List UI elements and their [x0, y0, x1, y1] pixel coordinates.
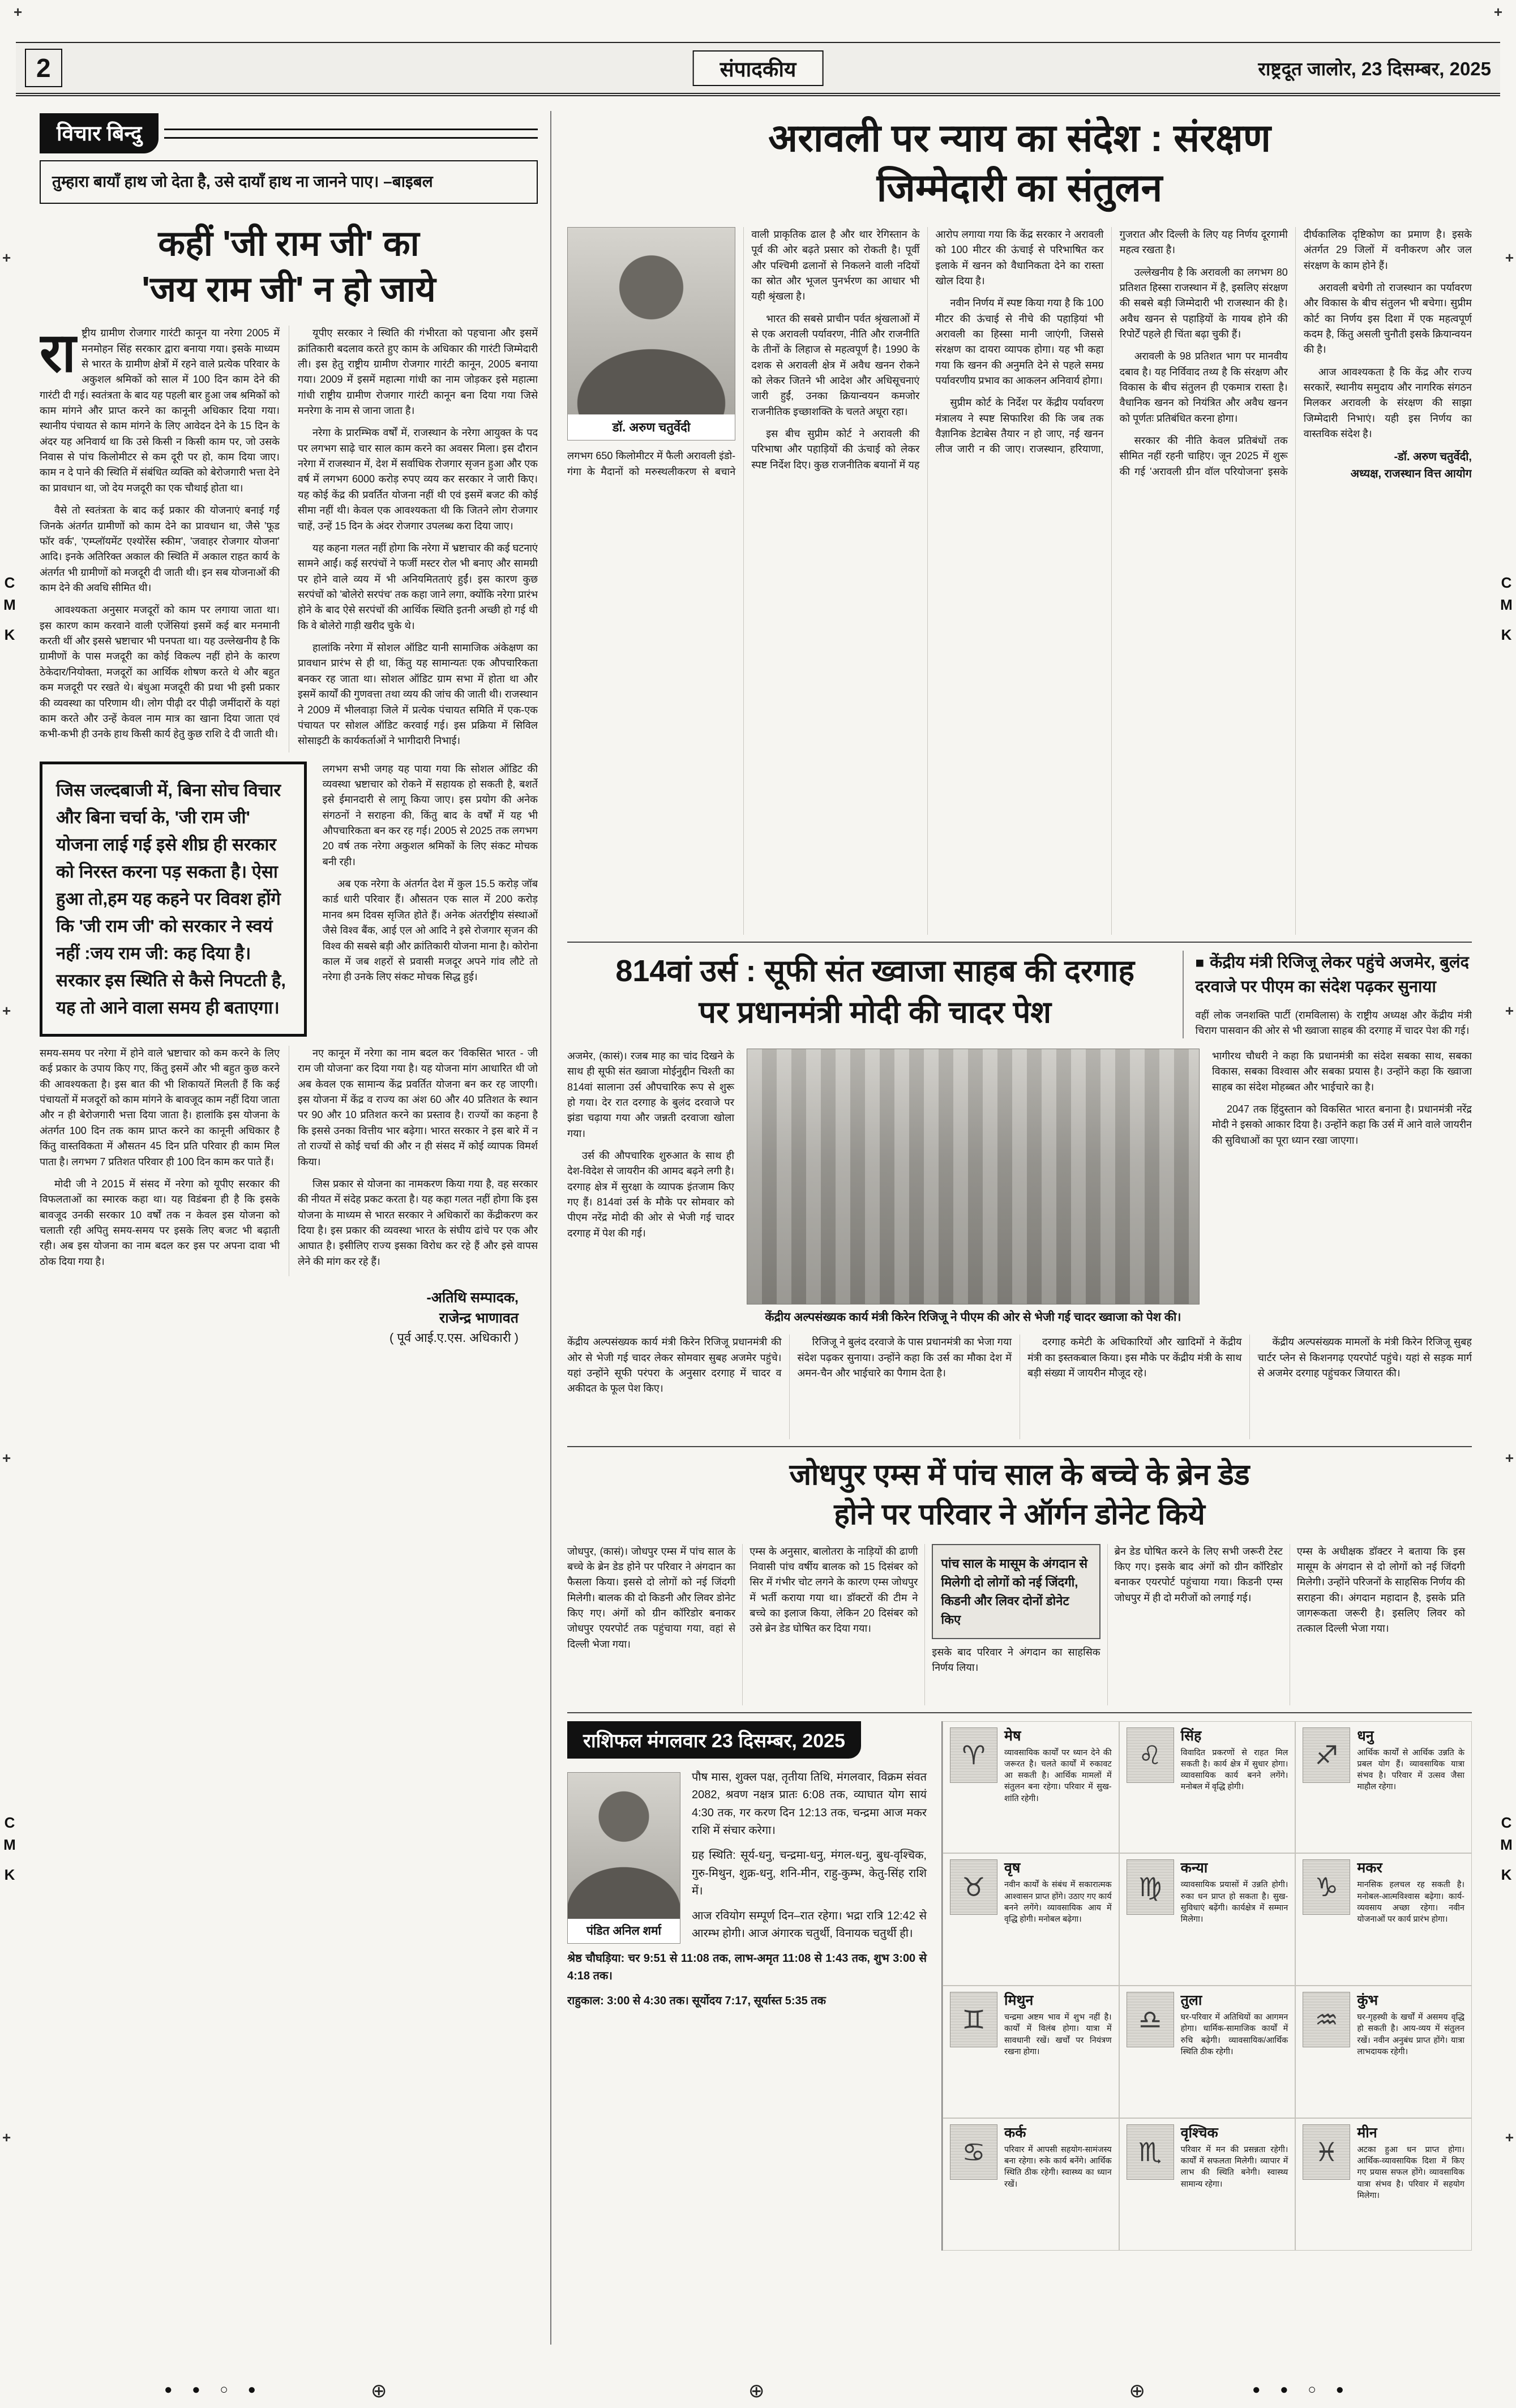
- paragraph: केंद्रीय अल्पसंख्यक कार्य मंत्री किरेन रिजिजू प्रधानमंत्री की ओर से भेजी गई चादर लेकर सोमवार सुबह अजमेर पहुंचे। यहां उन्होंने सूफी परंपरा के अनुसार दरगाह में चादर व अकीदत के फूल पेश किए।: [567, 1336, 782, 1395]
- editorial-headline-line2: जिम्मेदारी का संतुलन: [876, 166, 1163, 210]
- aiims-column-2: [742, 1544, 924, 1705]
- urs-left-column: [567, 1049, 734, 1325]
- editorial-headline: [567, 113, 1472, 213]
- paragraph: अरावली बचेगी तो राजस्थान का पर्यावरण और विकास के बीच संतुलन भी बचेगा। सुप्रीम कोर्ट का निर्णय इस दिशा में एक महत्वपूर्ण कदम है, किंतु असली चुनौती इसके क्रियान्वयन की है।: [1303, 281, 1472, 356]
- cmk-m: M: [3, 596, 16, 613]
- cancer-icon: ♋: [950, 2124, 997, 2180]
- pandit-photo: [567, 1772, 680, 1944]
- opinion-body-part2: [40, 1046, 538, 1276]
- zodiac-cell-cancer: [943, 2118, 1119, 2251]
- paragraph: लगभग सभी जगह यह पाया गया कि सोशल ऑडिट की व्यवस्था भ्रष्टाचार को रोकने में सहायक हो सकती है, बशर्ते इसे ईमानदारी से लागू किया जाए। इस प्रयोग की अनेक संगठनों ने सराहना की, किंतु बाद के वर्षों में यह भी औपचारिकता बन कर रह गई। 2005 से 2025 तक लगभग 20 वर्ष तक नरेगा अकुशल श्रमिकों के लिए संकट मोचक बनी रही।: [322, 763, 538, 867]
- cmk-k: K: [4, 1866, 15, 1883]
- pull-quote-row: [40, 762, 538, 1037]
- chadar-ceremony-photo-image: [747, 1049, 1200, 1304]
- registration-plus-icon: +: [2, 1449, 11, 1466]
- chaughadiya-text: श्रेष्ठ चौघड़िया: चर 9:51 से 11:08 तक, लाभ-अमृत 11:08 से 1:43 तक, शुभ 3:00 से 4:18 तक।: [567, 1952, 927, 1983]
- opinion-headline-line2: 'जय राम जी' न हो जाये: [142, 270, 436, 310]
- horoscope-header: राशिफल मंगलवार 23 दिसम्बर, 2025: [567, 1721, 861, 1759]
- drop-cap: रा: [40, 323, 76, 384]
- urs-bottom-columns: [567, 1335, 1472, 1439]
- grah-sthiti-text: ग्रह स्थिति: सूर्य-धनु, चन्द्रमा-धनु, मंगल-धनु, बुध-वृश्चिक, गुरु-मिथुन, शुक्र-धनु, शनि-मीन, राहु-कुम्भ, केतु-सिंह राशि में।: [692, 1849, 927, 1898]
- registration-plus-icon: +: [2, 249, 11, 266]
- zodiac-cell-sagittarius: [1295, 1721, 1472, 1854]
- paragraph: एम्स के अधीक्षक डॉक्टर ने बताया कि इस मासूम के अंगदान से दो लोगों को नई जिंदगी मिलेगी। उन्होंने परिजनों के साहसिक निर्णय की सराहना की। अंगदान महादान है, इसके प्रति जागरूकता जरूरी है। इसलिए लिवर को तत्काल दिल्ली भेजा गया।: [1296, 1545, 1466, 1635]
- registration-plus-icon: +: [1505, 1002, 1514, 1019]
- rahukal-text: राहुकाल: 3:00 से 4:30 तक। सूर्योदय 7:17, सूर्यास्त 5:35 तक: [567, 1995, 826, 2008]
- registration-plus-icon: +: [1505, 249, 1514, 266]
- zodiac-name: कुंभ: [1357, 1992, 1378, 2009]
- paragraph: मोदी जी ने 2015 में संसद में नरेगा को यूपीए सरकार की विफलताओं का स्मारक कहा था। यह विडंबना ही है कि इसके बावजूद उनकी सरकार 10 वर्षों तक न केवल इस योजना को चलाती रही अपितु समय-समय पर इसके लिए बजट भी बढ़ाती रही। अब इस योजना का नाम बदल कर इस पर अपना दावा भी ठोक दिया गया है।: [40, 1178, 280, 1267]
- aiims-headline-line1: जोधपुर एम्स में पांच साल के बच्चे के ब्रेन डेड: [789, 1459, 1250, 1492]
- horoscope-section: [567, 1712, 1472, 2251]
- registration-plus-icon: +: [1505, 1449, 1514, 1466]
- editorial-headline-line1: अरावली पर न्याय का संदेश : संरक्षण: [768, 117, 1271, 160]
- opinion-headline-line1: कहीं 'जी राम जी' का: [158, 224, 419, 263]
- registration-target-icon: ⊕: [748, 2380, 765, 2402]
- author-photo-caption: डॉ. अरुण चतुर्वेदी: [612, 420, 691, 434]
- pandit-portrait-image: [568, 1773, 680, 1919]
- page-header: [16, 42, 1500, 96]
- zodiac-cell-gemini: [943, 1986, 1119, 2118]
- registration-target-icon: ⊕: [1129, 2380, 1145, 2402]
- print-cmk-mark: [1498, 1812, 1515, 1886]
- paragraph: इस बीच सुप्रीम कोर्ट ने अरावली की परिभाषा और पहाड़ियों की ऊंचाई को लेकर स्पष्ट निर्देश दिए। कुछ राजनीतिक बयानों में यह आरोप लगाया गया कि केंद्र सरकार ने अरावली को 100 मीटर की ऊंचाई से परिभाषित कर इलाके में खनन को वैधानिकता देने का रास्ता खोल दिया है।: [751, 228, 1104, 471]
- main-column: [567, 113, 1472, 2350]
- zodiac-prediction: घर-परिवार में अतिथियों का आगमन होगा। धार्मिक-सामाजिक कार्यों में रुचि बढ़ेगी। व्यावसायिक/आर्थिक स्थिति ठीक रहेगी।: [1180, 2013, 1288, 2056]
- author-photo: [567, 227, 735, 440]
- zodiac-prediction: आर्थिक कार्यों से आर्थिक उन्नति के प्रबल योग हैं। व्यावसायिक यात्रा संभव है। परिवार में उत्सव जैसा माहौल रहेगा।: [1357, 1748, 1464, 1792]
- section-title: संपादकीय: [693, 50, 824, 86]
- signature-role: अध्यक्ष, राजस्थान वित्त आयोग: [1350, 468, 1472, 481]
- leo-icon: ♌: [1127, 1727, 1174, 1783]
- paragraph: नवीन निर्णय में स्पष्ट किया गया है कि 100 मीटर की ऊंचाई से नीचे की पहाड़ियां भी अरावली का हिस्सा मानी जाएंगी, जिससे संरक्षण का दायरा व्यापक होगा। यह भी कहा गया कि खनन की अनुमति देने से पहले समग्र पर्यावरणीय प्रभाव का आकलन अनिवार्य होगा।: [935, 297, 1104, 387]
- opinion-body-beside-quote: [323, 762, 538, 1037]
- print-color-dots: ● ● ○ ●: [164, 2382, 264, 2397]
- paragraph: केंद्रीय अल्पसंख्यक मामलों के मंत्री किरेन रिजिजू सुबह चार्टर प्लेन से किशनगढ़ एयरपोर्ट पहुंचे। यहां से सड़क मार्ग से अजमेर दरगाह पहुंचकर जियारत की।: [1257, 1336, 1472, 1379]
- yoga-note-text: आज रवियोग सम्पूर्ण दिन–रात रहेगा। भद्रा रात्रि 12:42 से आरम्भ होगी। आज अंगारक चतुर्थी, विनायक चतुर्थी ही।: [692, 1909, 927, 1940]
- urs-top-row: [567, 951, 1472, 1038]
- paragraph: उर्स की औपचारिक शुरुआत के साथ ही देश-विदेश से जायरीन की आमद बढ़ने लगी है। दरगाह क्षेत्र में सुरक्षा के व्यापक इंतजाम किए गए हैं। 814वां उर्स के मौके पर सोमवार को पीएम नरेंद्र मोदी की ओर से भेजी गई चादर दरगाह में पेश की गई।: [567, 1149, 734, 1239]
- opinion-column: [40, 113, 538, 2350]
- aries-icon: ♈: [950, 1727, 997, 1783]
- zodiac-grid: [941, 1721, 1472, 2251]
- print-cmk-mark: [1, 572, 18, 646]
- paragraph: राष्ट्रीय ग्रामीण रोजगार गारंटी कानून या नरेगा 2005 में मनमोहन सिंह सरकार द्वारा बनाया गया। इसके माध्यम से भारत के ग्रामीण क्षेत्रों में रहने वाले प्रत्येक परिवार के अकुशल श्रमिकों को साल में 100 दिन काम देने की गारंटी दी गई। स्वतंत्रता के बाद यह पहली बार हुआ जब श्रमिकों को काम मांगने और प्राप्त करने का कानूनी अधिकार दिया गया। स्थानीय पंचायत से काम मांगने के लिए आवेदन देने के 15 दिन के अंदर यह अनिवार्य था कि उसे किसी न किसी काम पर, जो उसके निवास से पांच किलोमीटर से कम दूरी पर हो, काम दिया जाए। काम न दे पाने की स्थिति में संबंधित व्यक्ति को बेरोजगारी भत्ता देने का प्रावधान था, जो देय मजदूरी का एक चौथाई होता था।: [40, 323, 280, 494]
- masthead-dateline: राष्ट्रदूत जालोर, 23 दिसम्बर, 2025: [1258, 58, 1491, 79]
- aiims-column-3: [924, 1544, 1107, 1705]
- zodiac-name: मेष: [1004, 1727, 1021, 1744]
- cmk-c: C: [4, 574, 15, 591]
- paragraph: ब्रेन डेड घोषित करने के लिए सभी जरूरी टेस्ट किए गए। इसके बाद अंगों को ग्रीन कॉरिडोर बनाकर एयरपोर्ट पहुंचाया गया। किडनी एम्स जोधपुर में ही दो मरीजों को लगाई गई।: [1114, 1545, 1283, 1603]
- cmk-k: K: [1501, 626, 1512, 643]
- zodiac-name: वृष: [1004, 1860, 1021, 1876]
- paragraph: यूपीए सरकार ने स्थिति की गंभीरता को पहचाना और इसमें क्रांतिकारी बदलाव करते हुए काम के अधिकार की गारंटी जिम्मेदारी ली। इस हेतु राष्ट्रीय ग्रामीण रोजगार गारंटी कानून, 2005 बनाया गया। 2009 में इसमें महात्मा गांधी का नाम जोड़कर इसे महात्मा गांधी राष्ट्रीय ग्रामीण रोजगार गारंटी कानून बना दिया गया जिसे मनरेगा के नाम से जाना जाता है।: [298, 327, 538, 417]
- zodiac-cell-aquarius: [1295, 1986, 1472, 2118]
- zodiac-prediction: नवीन कार्यों के संबंध में सकारात्मक आश्वासन प्राप्त होंगे। उठाए गए कार्य बनने लगेंगे। व्यावसायिक आय में वृद्धि होगी। मनोबल बढ़ेगा।: [1004, 1880, 1112, 1924]
- urs-headline-line2: पर प्रधानमंत्री मोदी की चादर पेश: [699, 995, 1051, 1029]
- aiims-column-5: [1290, 1544, 1472, 1705]
- zodiac-name: धनु: [1357, 1727, 1374, 1744]
- zodiac-name: मिथुन: [1004, 1992, 1034, 2009]
- zodiac-prediction: अटका हुआ धन प्राप्त होगा। आर्थिक-व्यावसायिक दिशा में किए गए प्रयास सफल होंगे। व्यावसायिक यात्रा संभव है। परिवार में सहयोग मिलेगा।: [1357, 2145, 1464, 2200]
- paragraph: वैसे तो स्वतंत्रता के बाद कई प्रकार की योजनाएं बनाई गईं जिनके अंतर्गत ग्रामीणों को काम देने का प्रावधान था, जैसे 'फूड फॉर वर्क', 'एम्प्लॉयमेंट एश्योरेंस स्कीम', 'जवाहर रोजगार योजना' आदि। इनके अतिरिक्त अकाल की स्थिति में अकाल राहत कार्य के अंतर्गत भी ग्रामीणों को मजदूरी दी जाती थी। इन सब योजनाओं की काम देने की अवधि सीमित थी।: [40, 504, 280, 593]
- panchang-text: पौष मास, शुक्ल पक्ष, तृतीया तिथि, मंगलवार, विक्रम संवत 2082, श्रवण नक्षत्र प्रातः 6:08 तक, व्याघात योग सायं 4:30 तक, गर करण दिन 12:13 तक, चन्द्रमा आज मकर राशि में संचार करेगा।: [692, 1770, 927, 1837]
- signature-name: राजेन्द्र भाणावत: [439, 1310, 519, 1327]
- paragraph: लगभग 650 किलोमीटर में फैली अरावली इंडो-गंगा के मैदानों को मरुस्थलीकरण से बचाने वाली प्राकृतिक ढाल है और थार रेगिस्तान के पूर्व की ओर बढ़ते प्रसार को रोकती है। पूर्वी और पश्चिमी ढलानों से निकलने वाली नदियों का स्रोत और भूजल पुनर्भरण का आधार भी यही श्रृंखला है।: [567, 228, 920, 477]
- urs-section: [567, 942, 1472, 1439]
- paragraph: भागीरथ चौधरी ने कहा कि प्रधानमंत्री का संदेश सबका साथ, सबका विकास, सबका विश्वास और सबका प्रयास है। उन्होंने कहा कि ख्वाजा साहब का संदेश मोहब्बत और भाईचारे का है।: [1212, 1050, 1472, 1093]
- opinion-signature: [40, 1288, 538, 1346]
- print-color-dots: ● ● ○ ●: [1252, 2382, 1352, 2397]
- paragraph: हालांकि नरेगा में सोशल ऑडिट यानी सामाजिक अंकेक्षण का प्रावधान प्रारंभ से ही था, किंतु यह सामान्यतः एक औपचारिकता बनकर रह जाता था। सोशल ऑडिट ग्राम सभा में होता था और इसमें कार्यों की गुणवत्ता तथा व्यय की जांच की जाती थी। राजस्थान ने 2009 में भीलवाड़ा जिले में प्रत्येक पंचायत समिति में एक-एक पंचायत पर सोशल ऑडिट करवाई गई। इस प्रक्रिया में सिविल सोसाइटी के कार्यकर्ताओं ने भागीदारी निभाई।: [298, 642, 538, 747]
- zodiac-name: वृश्चिक: [1180, 2124, 1218, 2141]
- zodiac-cell-taurus: [943, 1853, 1119, 1986]
- zodiac-cell-capricorn: [1295, 1853, 1472, 1986]
- print-cmk-mark: [1, 1812, 18, 1886]
- paragraph: दरगाह कमेटी के अधिकारियों और खादिमों ने केंद्रीय मंत्री का इस्तकबाल किया। इस मौके पर केंद्रीय मंत्री के साथ बड़ी संख्या में जायरीन मौजूद रहे।: [1027, 1336, 1242, 1379]
- urs-headline: [567, 951, 1183, 1038]
- zodiac-cell-pisces: [1295, 2118, 1472, 2251]
- paragraph: जिस प्रकार से योजना का नामकरण किया गया है, वह सरकार की नीयत में संदेह प्रकट करता है। यह कहा गलत नहीं होगा कि इस योजना के माध्यम से भारत सरकार ने अधिकारों का केंद्रीकरण कर दिया है। इस प्रकार की व्यवस्था भारत के संघीय ढांचे पर एक और आघात है। इसीलिए राज्य इसका विरोध कर रहे हैं और इसे वापस लेने की मांग कर रहे हैं।: [298, 1178, 538, 1267]
- urs-news-photo: [747, 1049, 1200, 1325]
- aquarius-icon: ♒: [1303, 1992, 1350, 2047]
- pull-quote-box: जिस जल्दबाजी में, बिना सोच विचार और बिना चर्चा के, 'जी राम जी' योजना लाई गई इसे शीघ्र ही सरकार को निरस्त करना पड़ सकता है। ऐसा हुआ तो,हम यह कहने पर विवश होंगे कि 'जी राम जी' को सरकार ने स्वयं नहीं :जय राम जी: कह दिया है। सरकार इस स्थिति से कैसे निपटती है, यह तो आने वाला समय ही बताएगा।: [40, 762, 307, 1037]
- cmk-m: M: [1500, 1836, 1513, 1853]
- paragraph: अरावली के 98 प्रतिशत भाग पर मानवीय दबाव है। यह निर्विवाद तथ्य है कि संरक्षण और विकास के बीच संतुलन ही एकमात्र रास्ता है। वैधानिक खनन को नियंत्रित और अवैध खनन को पूर्णतः प्रतिबंधित करना होगा।: [1119, 350, 1288, 424]
- zodiac-prediction: चन्द्रमा अष्टम भाव में शुभ नहीं है। कार्यों में विलंब होगा। यात्रा में सावधानी रखें। खर्चों पर नियंत्रण रखना होगा।: [1004, 2013, 1112, 2056]
- author-portrait-image: [568, 228, 735, 414]
- aiims-column-4: [1107, 1544, 1290, 1705]
- sagittarius-icon: ♐: [1303, 1727, 1350, 1783]
- zodiac-name: मीन: [1357, 2124, 1377, 2141]
- virgo-icon: ♍: [1127, 1859, 1174, 1915]
- cmk-m: M: [3, 1836, 16, 1853]
- zodiac-cell-virgo: [1119, 1853, 1296, 1986]
- zodiac-cell-scorpio: [1119, 2118, 1296, 2251]
- zodiac-prediction: परिवार में आपसी सहयोग-सामंजस्य बना रहेगा। रुके कार्य बनेंगे। आर्थिक स्थिति ठीक रहेगी। स्वास्थ्य का ध्यान रखें।: [1004, 2145, 1112, 2189]
- paragraph: उल्लेखनीय है कि अरावली का लगभग 80 प्रतिशत हिस्सा राजस्थान में है, इसलिए संरक्षण की सबसे बड़ी जिम्मेदारी भी राजस्थान की है। अवैध खनन से पहाड़ियों के गायब होने की रिपोर्टें पहले ही चिंता बढ़ा चुकी हैं।: [1119, 266, 1288, 340]
- zodiac-prediction: मानसिक हलचल रह सकती है। मनोबल-आत्मविश्वास बढ़ेगा। कार्य-व्यवसाय अच्छा रहेगा। नवीन योजनाओं पर कार्य प्रारंभ होगा।: [1357, 1880, 1464, 1924]
- paragraph: आवश्यकता अनुसार मजदूरों को काम पर लगाया जाता था। इस कारण काम करवाने वाली एजेंसियां इसमें कई बार मनमानी करती थीं और इससे भ्रष्टाचार भी पनपता था। यह उल्लेखनीय है कि ग्रामीणों के पास मजदूरी का कोई विकल्प नहीं होने के कारण ठेकेदार/नियोक्ता, मजदूरों का आर्थिक शोषण करते थे और बहुत कम मजदूरी पर रखते थे। बंधुआ मजदूरी की प्रथा भी इसी प्रकार की व्यवस्था का परिणाम थी। लोग पीढ़ी दर पीढ़ी जमींदारों के यहां काम करते और उन्हें केवल नाम मात्र का खाना दिया जाता एवं कभी-कभी ही उनके हाथ किसी कार्य हेतु कुछ राशि दे दी जाती थी।: [40, 604, 280, 740]
- paragraph: जोधपुर, (कासं)। जोधपुर एम्स में पांच साल के बच्चे के ब्रेन डेड होने पर परिवार ने अंगदान का फैसला किया। इससे दो लोगों को नई जिंदगी मिलेगी। बालक की दो किडनी और लिवर डोनेट किए गए। अंगों को ग्रीन कॉरिडोर बनाकर जोधपुर एयरपोर्ट तक पहुंचाया गया, वहां से दिल्ली भेजा गया।: [567, 1545, 736, 1650]
- panchang-block: [567, 1769, 927, 2011]
- paragraph: समय-समय पर नरेगा में होने वाले भ्रष्टाचार को कम करने के लिए कई प्रकार के उपाय किए गए, किंतु इसमें और भी बहुत कुछ करने की आवश्यकता है। इस बात की भी शिकायतें मिलती हैं कि कई पंचायतों में मजदूरों को काम मांगने के बावजूद काम नहीं दिया जाता और न ही बेरोजगारी भत्ता दिया जाता है। हालांकि इस योजना के अंतर्गत 100 दिन तक काम प्राप्त करने का कानूनी अधिकार है किंतु वास्तविकता में औसतन 45 दिन प्रति परिवार ही काम मिल पाता है। लगभग 7 प्रतिशत परिवार ही 100 दिन काम कर पाते हैं।: [40, 1047, 280, 1167]
- registration-plus-icon: +: [2, 1002, 11, 1019]
- cmk-c: C: [4, 1814, 15, 1831]
- urs-right-column: [1212, 1049, 1472, 1325]
- print-cmk-mark: [1498, 572, 1515, 646]
- editorial-signature: [1304, 448, 1472, 482]
- zodiac-prediction: विवादित प्रकरणों से राहत मिल सकती है। कार्य क्षेत्र में सुधार होगा। व्यावसायिक कार्य बनने लगेंगे। मनोबल में वृद्धि होगी।: [1180, 1748, 1288, 1792]
- aiims-highlight-box: पांच साल के मासूम के अंगदान से मिलेगी दो लोगों को नई जिंदगी, किडनी और लिवर दोनों डोनेट किए: [932, 1544, 1100, 1639]
- column-divider: [550, 111, 551, 2345]
- aiims-section: [567, 1446, 1472, 1705]
- registration-plus-icon: +: [1505, 2129, 1514, 2146]
- quote-of-the-day: [40, 160, 538, 204]
- cmk-c: C: [1501, 574, 1512, 591]
- horoscope-left-pane: [567, 1721, 927, 2251]
- paragraph: नए कानून में नरेगा का नाम बदल कर 'विकसित भारत - जी राम जी योजना' कर दिया गया है। यह योजना मांग आधारित थी जो अब केवल एक सामान्य केंद्र प्रवर्तित योजना बन कर रह जाएगी। इस योजना में केंद्र व राज्य का अंश 60 और 40 प्रतिशत के स्थान पर 90 और 10 प्रतिशत करने का प्रस्ताव है। राज्यों का कहना है कि इससे उनका वित्तीय भार बढ़ेगा। भारत सरकार ने इस बारे में न तो राज्यों से कोई चर्चा की और न ही संसद में कोई व्यापक विमर्श किया।: [298, 1047, 538, 1167]
- paragraph: इसके बाद परिवार ने अंगदान का साहसिक निर्णय लिया।: [932, 1646, 1100, 1673]
- paragraph: यह कहना गलत नहीं होगा कि नरेगा में भ्रष्टाचार की कई घटनाएं सामने आईं। कई सरपंचों ने फर्जी मस्टर रोल भी बनाए और सामग्री पर होने वाले व्यय में भी अनियमितताएं हुईं। इस कारण कुछ सरपंचों को 'बोलेरो सरपंच' तक कहा जाने लगा, क्योंकि नरेगा प्रारंभ होने के बाद ऐसे सरपंचों की आर्थिक स्थिति इतनी अच्छी हो गई थी कि वे बोलेरो गाड़ी खरीद चुके थे।: [298, 542, 538, 631]
- quote-text: तुम्हारा बायाँ हाथ जो देता है, उसे दायाँ हाथ ना जानने पाए।: [52, 173, 379, 190]
- signature-role: -अतिथि सम्पादक,: [426, 1290, 519, 1306]
- zodiac-cell-aries: [943, 1721, 1119, 1854]
- urs-photo-caption: केंद्रीय अल्पसंख्यक कार्य मंत्री किरेन रिजिजू ने पीएम की ओर से भेजी गई चादर ख्वाजा को पेश की।: [765, 1310, 1181, 1324]
- zodiac-name: तुला: [1180, 1992, 1202, 2009]
- taurus-icon: ♉: [950, 1859, 997, 1915]
- cmk-k: K: [1501, 1866, 1512, 1883]
- signature-name: -डॉ. अरुण चतुर्वेदी,: [1394, 451, 1472, 464]
- paragraph: 2047 तक हिंदुस्तान को विकसित भारत बनाना है। प्रधानमंत्री नरेंद्र मोदी ने इसको आकार दिया है। उन्होंने कहा कि उर्स में आने वाले जायरीन की सुविधाओं का पूरा ध्यान रखा जाएगा।: [1212, 1103, 1472, 1146]
- quote-attribution: –बाइबल: [383, 173, 433, 190]
- urs-sidebar-more-text: वहीं लोक जनशक्ति पार्टी (रामविलास) के राष्ट्रीय अध्यक्ष और केंद्रीय मंत्री चिराग पासवान की ओर से भी ख्वाजा साहब की दरगाह में चादर पेश की गई।: [1195, 1009, 1472, 1036]
- registration-target-icon: ⊕: [371, 2380, 387, 2402]
- paragraph: रिजिजू ने बुलंद दरवाजे के पास प्रधानमंत्री का भेजा गया संदेश पढ़कर सुनाया। उन्होंने कहा कि उर्स का मौका देश में अमन-चैन और भाईचारे का पैगाम देता है।: [797, 1336, 1012, 1379]
- pisces-icon: ♓: [1303, 2124, 1350, 2180]
- zodiac-name: कर्क: [1004, 2124, 1026, 2141]
- aiims-headline: [567, 1455, 1472, 1534]
- square-bullet-icon: ■: [1195, 953, 1205, 971]
- paragraph: भारत की सबसे प्राचीन पर्वत श्रृंखलाओं में से एक अरावली पर्यावरण, नीति और राजनीति के तीनों के लिहाज से महत्वपूर्ण है। 1990 के दशक से अरावली क्षेत्र में अवैध खनन रोकने को लेकर जितने भी आदेश और अधिसूचनाएं जारी हुईं, उनका क्रियान्वयन कमजोर राजनीतिक इच्छाशक्ति के चलते अधूरा रहा।: [751, 313, 920, 417]
- scorpio-icon: ♏: [1127, 2124, 1174, 2180]
- zodiac-prediction: परिवार में मन की प्रसन्नता रहेगी। कार्यों में सफलता मिलेगी। व्यापार में लाभ की स्थिति बनेगी। स्वास्थ्य सामान्य रहेगा।: [1180, 2145, 1288, 2189]
- urs-middle-row: [567, 1049, 1472, 1325]
- zodiac-name: कन्या: [1180, 1860, 1208, 1876]
- urs-sidebar-text: केंद्रीय मंत्री रिजिजू लेकर पहुंचे अजमेर, बुलंद दरवाजे पर पीएम का संदेश पढ़कर सुनाया: [1195, 953, 1469, 996]
- zodiac-cell-libra: [1119, 1986, 1296, 2118]
- urs-headline-line1: 814वां उर्स : सूफी संत ख्वाजा साहब की दरगाह: [615, 953, 1135, 988]
- paragraph: सुप्रीम कोर्ट के निर्देश पर केंद्रीय पर्यावरण मंत्रालय ने स्पष्ट सिफारिश की कि जब तक वैज्ञानिक डेटाबेस तैयार न हो जाए, नई खनन लीज जारी न की जाए। राजस्थान, हरियाणा, गुजरात और दिल्ली के लिए यह निर्णय दूरगामी महत्व रखता है।: [935, 228, 1288, 455]
- zodiac-name: सिंह: [1180, 1727, 1202, 1744]
- aiims-headline-line2: होने पर परिवार ने ऑर्गन डोनेट किये: [834, 1498, 1205, 1532]
- libra-icon: ♎: [1127, 1992, 1174, 2047]
- vichar-bindu-label: विचार बिन्दु: [40, 113, 159, 153]
- capricorn-icon: ♑: [1303, 1859, 1350, 1915]
- zodiac-cell-leo: [1119, 1721, 1296, 1854]
- zodiac-name: मकर: [1357, 1860, 1382, 1876]
- opinion-headline: [40, 221, 538, 314]
- vichar-bindu-header: [40, 113, 538, 153]
- cmk-c: C: [1501, 1814, 1512, 1831]
- registration-plus-icon: +: [14, 3, 23, 20]
- zodiac-prediction: व्यावसायिक कार्यों पर ध्यान देने की जरूरत है। चलते कार्यों में रुकावट आ सकती है। आर्थिक मामलों में संतुलन बना रहेगा। परिवार में सुख-शांति रहेगी।: [1004, 1748, 1112, 1803]
- urs-sidebar: [1183, 951, 1472, 1038]
- zodiac-prediction: घर-गृहस्थी के खर्चों में असमय वृद्धि हो सकती है। आय-व्यय में संतुलन रखें। नवीन अनुबंध प्राप्त होंगे। यात्रा लाभदायक रहेगी।: [1357, 2013, 1464, 2056]
- page-number: 2: [25, 49, 62, 87]
- opinion-body-part1: [40, 323, 538, 752]
- paragraph: नरेगा के प्रारम्भिक वर्षों में, राजस्थान के नरेगा आयुक्त के पद पर लगभग साढ़े चार साल काम करने का अवसर मिला। इस दौरान नरेगा में राजस्थान में, देश में सर्वाधिक रोजगार सृजन हुआ और एक वर्ष में लगभग 6000 करोड़ रुपए व्यय कर सरकार ने जारी किए। यह कोई केंद्र की प्रवर्तित योजना नहीं थी एवं इसमें बजट की कोई सीमा नहीं थी। केवल एक आवश्यकता थी कि जितने लोग रोजगार चाहें, उन्हें 15 दिन के अंदर रोजगार उपलब्ध करा दिया जाए।: [298, 427, 538, 532]
- registration-plus-icon: +: [1493, 3, 1502, 20]
- signature-note: ( पूर्व आई.ए.एस. अधिकारी ): [389, 1330, 519, 1345]
- registration-plus-icon: +: [2, 2129, 11, 2146]
- vichar-bindu-rule: [164, 129, 538, 139]
- aiims-column-1: [567, 1544, 742, 1705]
- cmk-m: M: [1500, 596, 1513, 613]
- paragraph: आज आवश्यकता है कि केंद्र और राज्य सरकारें, स्थानीय समुदाय और नागरिक संगठन मिलकर अरावली के संरक्षण की साझा जिम्मेदारी निभाएं। यही इस निर्णय का वास्तविक संदेश है।: [1303, 366, 1472, 440]
- paragraph: सरकार की नीति केवल प्रतिबंधों तक सीमित नहीं रहनी चाहिए। जून 2025 में शुरू की गई 'अरावली ग्रीन वॉल परियोजना' इसके दीर्घकालिक दृष्टिकोण का प्रमाण है। इसके अंतर्गत 29 जिलों में वनीकरण और जल संरक्षण के काम होने हैं।: [1119, 228, 1472, 477]
- aiims-columns: [567, 1544, 1472, 1705]
- gemini-icon: ♊: [950, 1992, 997, 2047]
- cmk-k: K: [4, 626, 15, 643]
- pandit-photo-caption: पंडित अनिल शर्मा: [586, 1924, 661, 1937]
- editorial-body: [567, 227, 1472, 935]
- zodiac-prediction: व्यावसायिक प्रयासों में उन्नति होगी। रुका धन प्राप्त हो सकता है। सुख-सुविधाएं बढ़ेंगी। कार्यक्षेत्र में सम्मान मिलेगा।: [1180, 1880, 1288, 1924]
- paragraph: एम्स के अनुसार, बालोतरा के नाड़ियों की ढाणी निवासी पांच वर्षीय बालक को 15 दिसंबर को सिर में गंभीर चोट लगने के कारण एम्स जोधपुर में भर्ती कराया गया था। डॉक्टरों की टीम ने बच्चे का इलाज किया, लेकिन 20 दिसंबर को उसे ब्रेन डेड घोषित कर दिया गया।: [750, 1545, 918, 1635]
- paragraph: अब एक नरेगा के अंतर्गत देश में कुल 15.5 करोड़ जॉब कार्ड धारी परिवार हैं। औसतन एक साल में 200 करोड़ मानव श्रम दिवस सृजित होते हैं। अनेक अंतर्राष्ट्रीय संस्थाओं जैसे विश्व बैंक, आई एल ओ आदि ने इसे रोजगार सृजन की विश्व की सबसे बड़ी और क्रांतिकारी योजना माना है। कोरोना काल में जब शहरों से प्रवासी मजदूर अपने गांव लौटे तो नरेगा ही उनके लिए संकट मोचक सिद्ध हुई।: [322, 878, 538, 983]
- paragraph: अजमेर, (कासं)। रजब माह का चांद दिखने के साथ ही सूफी संत ख्वाजा मोईनुद्दीन चिश्ती का 814वां सालाना उर्स औपचारिक रूप से शुरू हो गया। देर रात दरगाह के बुलंद दरवाजे पर झंडा चढ़ाया गया और जन्नती दरवाजा खोला गया।: [567, 1050, 734, 1139]
